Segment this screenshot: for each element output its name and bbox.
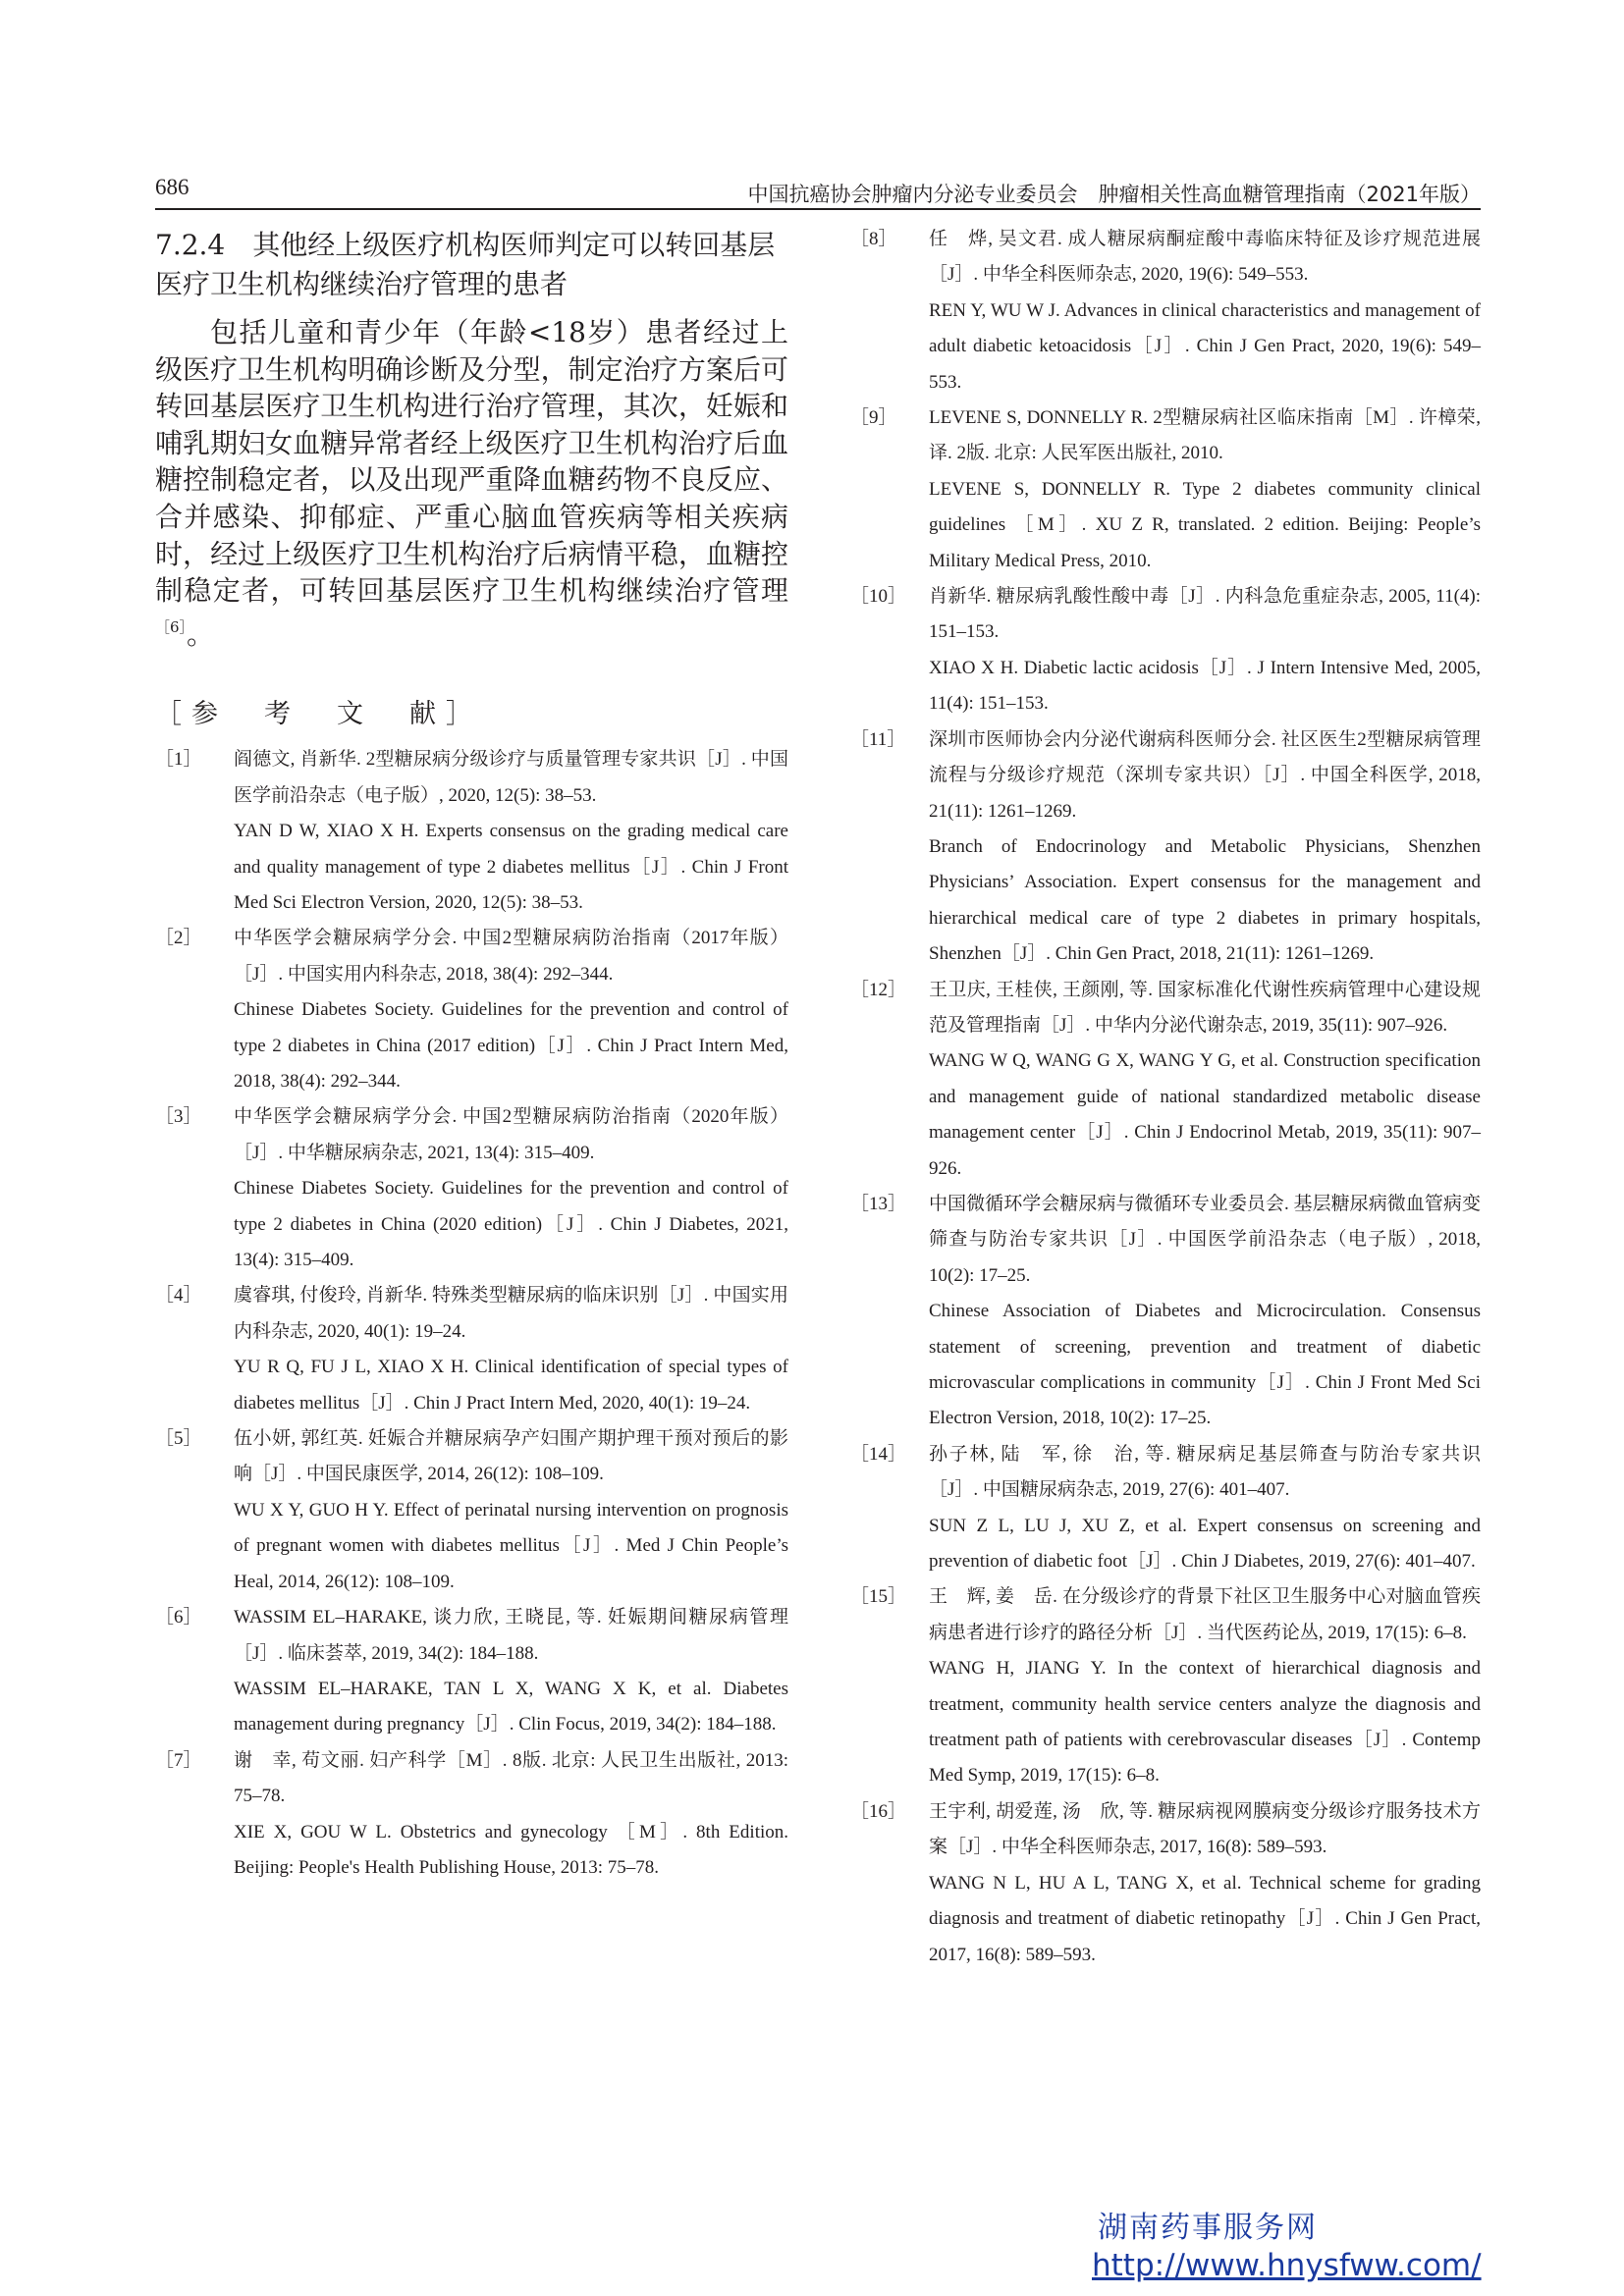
section-body-text: 包括儿童和青少年（年龄<18岁）患者经过上级医疗卫生机构明确诊断及分型，制定治疗方案后可转回基层医疗卫生机构进行治疗管理，其次，妊娠和哺乳期妇女血糖异常者经上级医疗卫生机构治疗后血糖控制稳定者，以及出现严重降血糖药物不良反应、合并感染、抑郁症、严重心脑血管疾病等相关疾病时，经过上级医疗卫生机构治疗后病情平稳，血糖控制稳定者，可转回基层医疗卫生机构继续治疗管理 xyxy=(155,316,788,608)
reference-number: ［11］ xyxy=(850,728,906,750)
reference-number: ［13］ xyxy=(850,1193,907,1214)
reference-english: REN Y, WU W J. Advances in clinical characteristics and management of adult diabetic ketoacidosis［J］. Chin J Gen Pract, 2020, 19(6): 549–553. xyxy=(929,299,1481,393)
section-title: 7.2.4 其他经上级医疗机构医师判定可以转回基层医疗卫生机构继续治疗管理的患者 xyxy=(155,229,776,300)
reference-chinese: 中华医学会糖尿病学分会. 中国2型糖尿病防治指南（2020年版）［J］. 中华糖尿病杂志, 2021, 13(4): 315–409. xyxy=(234,1106,788,1163)
reference-english: Chinese Diabetes Society. Guidelines for the prevention and control of type 2 diabetes in China (2020 edition)［J］. Chin J Diabetes, 2021, 13(4): 315–409. xyxy=(234,1178,788,1271)
reference-number: ［1］ xyxy=(155,749,202,771)
header-rule xyxy=(155,208,1481,210)
reference-chinese: 王卫庆, 王桂侠, 王颜刚, 等. 国家标准化代谢性疾病管理中心建设规范及管理指南［J］. 中华内分泌代谢杂志, 2019, 35(11): 907–926. xyxy=(929,979,1481,1036)
reference-item xyxy=(155,921,788,1099)
reference-number: ［7］ xyxy=(155,1749,202,1771)
watermark-url[interactable]: http://www.hnysfww.com/ xyxy=(1092,2248,1482,2283)
reference-item xyxy=(850,722,1481,973)
reference-number: ［14］ xyxy=(850,1443,907,1465)
reference-item xyxy=(850,579,1481,722)
reference-number: ［6］ xyxy=(155,1607,202,1629)
reference-number: ［15］ xyxy=(850,1586,907,1608)
reference-number: ［2］ xyxy=(155,928,202,949)
left-column xyxy=(155,222,788,1886)
reference-chinese: 中华医学会糖尿病学分会. 中国2型糖尿病防治指南（2017年版）［J］. 中国实用内科杂志, 2018, 38(4): 292–344. xyxy=(234,928,788,985)
reference-chinese: LEVENE S, DONNELLY R. 2型糖尿病社区临床指南［M］. 许樟荣, 译. 2版. 北京: 人民军医出版社, 2010. xyxy=(929,407,1481,464)
section-body xyxy=(155,314,788,653)
reference-english: SUN Z L, LU J, XU Z, et al. Expert consensus on screening and prevention of diabetic foot［J］. Chin J Diabetes, 2019, 27(6): 401–407. xyxy=(929,1515,1481,1573)
reference-item xyxy=(850,973,1481,1187)
reference-english: YAN D W, XIAO X H. Experts consensus on the grading medical care and quality management of type 2 diabetes mellitus［J］. Chin J Front Med Sci Electron Version, 2020, 12(5): 38–53. xyxy=(234,821,788,913)
reference-number: ［16］ xyxy=(850,1800,907,1822)
reference-item xyxy=(155,742,788,921)
reference-english: WANG W Q, WANG G X, WANG Y G, et al. Construction specification and management guide of national standardized metabolic disease management center［J］. Chin J Endocrinol Metab, 2019, 35(11): 907–926. xyxy=(929,1050,1481,1179)
running-title: 中国抗癌协会肿瘤内分泌专业委员会 肿瘤相关性高血糖管理指南（2021年版） xyxy=(747,183,1481,206)
reference-english: WASSIM EL–HARAKE, TAN L X, WANG X K, et al. Diabetes management during pregnancy［J］. Clin Focus, 2019, 34(2): 184–188. xyxy=(234,1678,788,1735)
reference-item xyxy=(155,1600,788,1743)
reference-item xyxy=(155,1099,788,1278)
reference-item xyxy=(850,1437,1481,1580)
reference-number: ［4］ xyxy=(155,1285,202,1307)
reference-number: ［9］ xyxy=(850,407,897,429)
reference-item xyxy=(155,1421,788,1600)
reference-item xyxy=(850,1579,1481,1793)
reference-english: LEVENE S, DONNELLY R. Type 2 diabetes community clinical guidelines ［M］. XU Z R, translated. 2 edition. Beijing: People’s Military Medical Press, 2010. xyxy=(929,478,1481,571)
reference-number: ［12］ xyxy=(850,979,907,1000)
reference-chinese: 谢 幸, 苟文丽. 妇产科学［M］. 8版. 北京: 人民卫生出版社, 2013: 75–78. xyxy=(234,1749,788,1807)
reference-item xyxy=(850,1794,1481,1973)
reference-chinese: 深圳市医师协会内分泌代谢病科医师分会. 社区医生2型糖尿病管理流程与分级诊疗规范（深圳专家共识）［J］. 中国全科医学, 2018, 21(11): 1261–1269. xyxy=(929,728,1481,822)
reference-chinese: 王宇利, 胡爱莲, 汤 欣, 等. 糖尿病视网膜病变分级诊疗服务技术方案［J］. 中华全科医师杂志, 2017, 16(8): 589–593. xyxy=(929,1800,1481,1858)
reference-number: ［10］ xyxy=(850,586,907,608)
reference-chinese: 任 烨, 吴文君. 成人糖尿病酮症酸中毒临床特征及诊疗规范进展［J］. 中华全科医师杂志, 2020, 19(6): 549–553. xyxy=(929,229,1481,286)
reference-chinese: 孙子林, 陆 军, 徐 治, 等. 糖尿病足基层筛查与防治专家共识［J］. 中国糖尿病杂志, 2019, 27(6): 401–407. xyxy=(929,1443,1481,1501)
watermark-site-name: 湖南药事服务网 xyxy=(1098,2211,1318,2245)
reference-chinese: 伍小妍, 郭红英. 妊娠合并糖尿病孕产妇围产期护理干预对预后的影响［J］. 中国民康医学, 2014, 26(12): 108–109. xyxy=(234,1428,788,1485)
reference-english: Chinese Association of Diabetes and Microcirculation. Consensus statement of screening, prevention and treatment of diabetic microvascular complications in community［J］. Chin J Front Med Sci Electron Version, 2018, 10(2): 17–25. xyxy=(929,1301,1481,1429)
reference-number: ［3］ xyxy=(155,1106,202,1128)
reference-chinese: 中国微循环学会糖尿病与微循环专业委员会. 基层糖尿病微血管病变筛查与防治专家共识［J］. 中国医学前沿杂志（电子版）, 2018, 10(2): 17–25. xyxy=(929,1193,1481,1286)
reference-list-left xyxy=(155,742,788,1886)
reference-item xyxy=(850,222,1481,400)
reference-chinese: 王 辉, 姜 岳. 在分级诊疗的背景下社区卫生服务中心对脑血管疾病患者进行诊疗的路径分析［J］. 当代医药论丛, 2019, 17(15): 6–8. xyxy=(929,1586,1481,1643)
references-heading: ［参 考 文 献］ xyxy=(155,699,482,730)
reference-chinese: 阎德文, 肖新华. 2型糖尿病分级诊疗与质量管理专家共识［J］. 中国医学前沿杂志（电子版）, 2020, 12(5): 38–53. xyxy=(234,749,788,806)
page-number: 686 xyxy=(155,175,189,199)
reference-item xyxy=(850,400,1481,579)
reference-english: WU X Y, GUO H Y. Effect of perinatal nursing intervention on prognosis of pregnant women with diabetes mellitus［J］. Med J Chin People’s Heal, 2014, 26(12): 108–109. xyxy=(234,1499,788,1592)
site-watermark xyxy=(1092,2203,1482,2283)
reference-english: Branch of Endocrinology and Metabolic Physicians, Shenzhen Physicians’ Association. Expert consensus for the management and hierarchical medical care of type 2 diabetes in primary hospitals, Shenzhen［J］. Chin Gen Pract, 2018, 21(11): 1261–1269. xyxy=(929,835,1481,965)
section-body-end: 。 xyxy=(187,617,215,651)
reference-item xyxy=(850,1187,1481,1437)
reference-english: WANG H, JIANG Y. In the context of hierarchical diagnosis and treatment, community health service centers analyze the diagnosis and treatment path of patients with cerebrovascular diseases［J］. Contemp Med Symp, 2019, 17(15): 6–8. xyxy=(929,1658,1481,1787)
reference-chinese: 虞睿琪, 付俊玲, 肖新华. 特殊类型糖尿病的临床识别［J］. 中国实用内科杂志, 2020, 40(1): 19–24. xyxy=(234,1285,788,1342)
reference-number: ［8］ xyxy=(850,229,897,249)
reference-chinese: 肖新华. 糖尿病乳酸性酸中毒［J］. 内科急危重症杂志, 2005, 11(4): 151–153. xyxy=(929,586,1481,643)
reference-english: XIAO X H. Diabetic lactic acidosis［J］. J Intern Intensive Med, 2005, 11(4): 151–153. xyxy=(929,657,1481,715)
reference-number: ［5］ xyxy=(155,1428,202,1450)
reference-item xyxy=(155,1278,788,1421)
reference-english: Chinese Diabetes Society. Guidelines for the prevention and control of type 2 diabetes in China (2017 edition)［J］. Chin J Pract Intern Med, 2018, 38(4): 292–344. xyxy=(234,999,788,1092)
reference-english: XIE X, GOU W L. Obstetrics and gynecology ［M］. 8th Edition. Beijing: People's Health Publishing House, 2013: 75–78. xyxy=(234,1821,788,1878)
reference-chinese: WASSIM EL–HARAKE, 谈力欣, 王晓昆, 等. 妊娠期间糖尿病管理［J］. 临床荟萃, 2019, 34(2): 184–188. xyxy=(234,1607,788,1664)
reference-english: YU R Q, FU J L, XIAO X H. Clinical identification of special types of diabetes mellitus［J］. Chin J Pract Intern Med, 2020, 40(1): 19–24. xyxy=(234,1357,788,1414)
citation-mark: ［6］ xyxy=(155,617,188,636)
reference-english: WANG N L, HU A L, TANG X, et al. Technical scheme for grading diagnosis and treatment of diabetic retinopathy［J］. Chin J Gen Pract, 2017, 16(8): 589–593. xyxy=(929,1872,1481,1965)
reference-item xyxy=(155,1743,788,1887)
right-column xyxy=(850,222,1481,1973)
reference-list-right xyxy=(850,222,1481,1973)
